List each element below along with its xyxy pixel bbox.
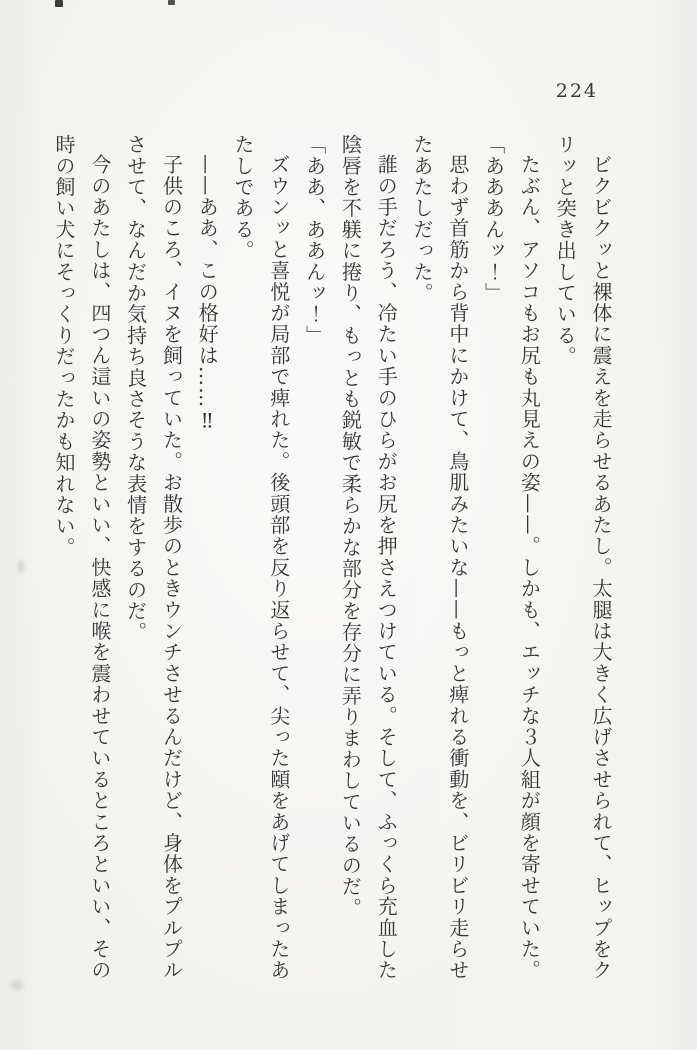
- scan-artifact: [18, 560, 24, 574]
- text-column: 陰唇を不躾に捲り、もっとも鋭敏で柔らかな部分を存分に弄りまわしているのだ。: [338, 134, 363, 919]
- text-column: 時の飼い犬にそっくりだったかも知れない。: [52, 134, 77, 558]
- text-column: 思わず首筋から背中にかけて、鳥肌みたいな——もっと痺れる衝動を、ビリビリ走らせ: [445, 154, 470, 981]
- text-column: リッと突き出している。: [553, 134, 578, 368]
- scan-artifact: [168, 0, 175, 5]
- text-column: させて、なんだか気持ち良さそうな表情をするのだ。: [123, 134, 148, 643]
- text-column: たぶん、アソコもお尻も丸見えの姿——。しかも、エッチな３人組が顔を寄せていた。: [517, 154, 542, 981]
- text-column: ビクビクッと裸体に震えを走らせるあたし。太腿は大きく広げさせられて、ヒップをク: [589, 154, 613, 981]
- page-number: 224: [555, 80, 598, 102]
- text-column: ズウンッと喜悦が局部で痺れた。後頭部を反り返らせて、尖った頤をあげてしまったあ: [266, 154, 291, 981]
- text-column: ——ああ、この格好は……‼: [195, 154, 220, 434]
- text-column: たしである。: [231, 134, 256, 262]
- scan-artifact: [55, 0, 63, 7]
- scan-artifact: [10, 980, 24, 990]
- text-column: 今のあたしは、四つん這いの姿勢といい、快感に喉を震わせているところといい、その: [87, 154, 112, 981]
- text-column: 子供のころ、イヌを飼っていた。お散歩のときウンチさせるんだけど、身体をプルプル: [159, 154, 184, 981]
- text-column: 「ああ、ああんッ！」: [302, 134, 327, 346]
- text-block: [45, 134, 618, 1004]
- text-column: 「あああんッ！」: [481, 134, 506, 304]
- text-column: たあたしだった。: [410, 134, 435, 304]
- text-column: 誰の手だろう、冷たい手のひらがお尻を押さえつけている。そして、ふっくら充血した: [374, 154, 399, 981]
